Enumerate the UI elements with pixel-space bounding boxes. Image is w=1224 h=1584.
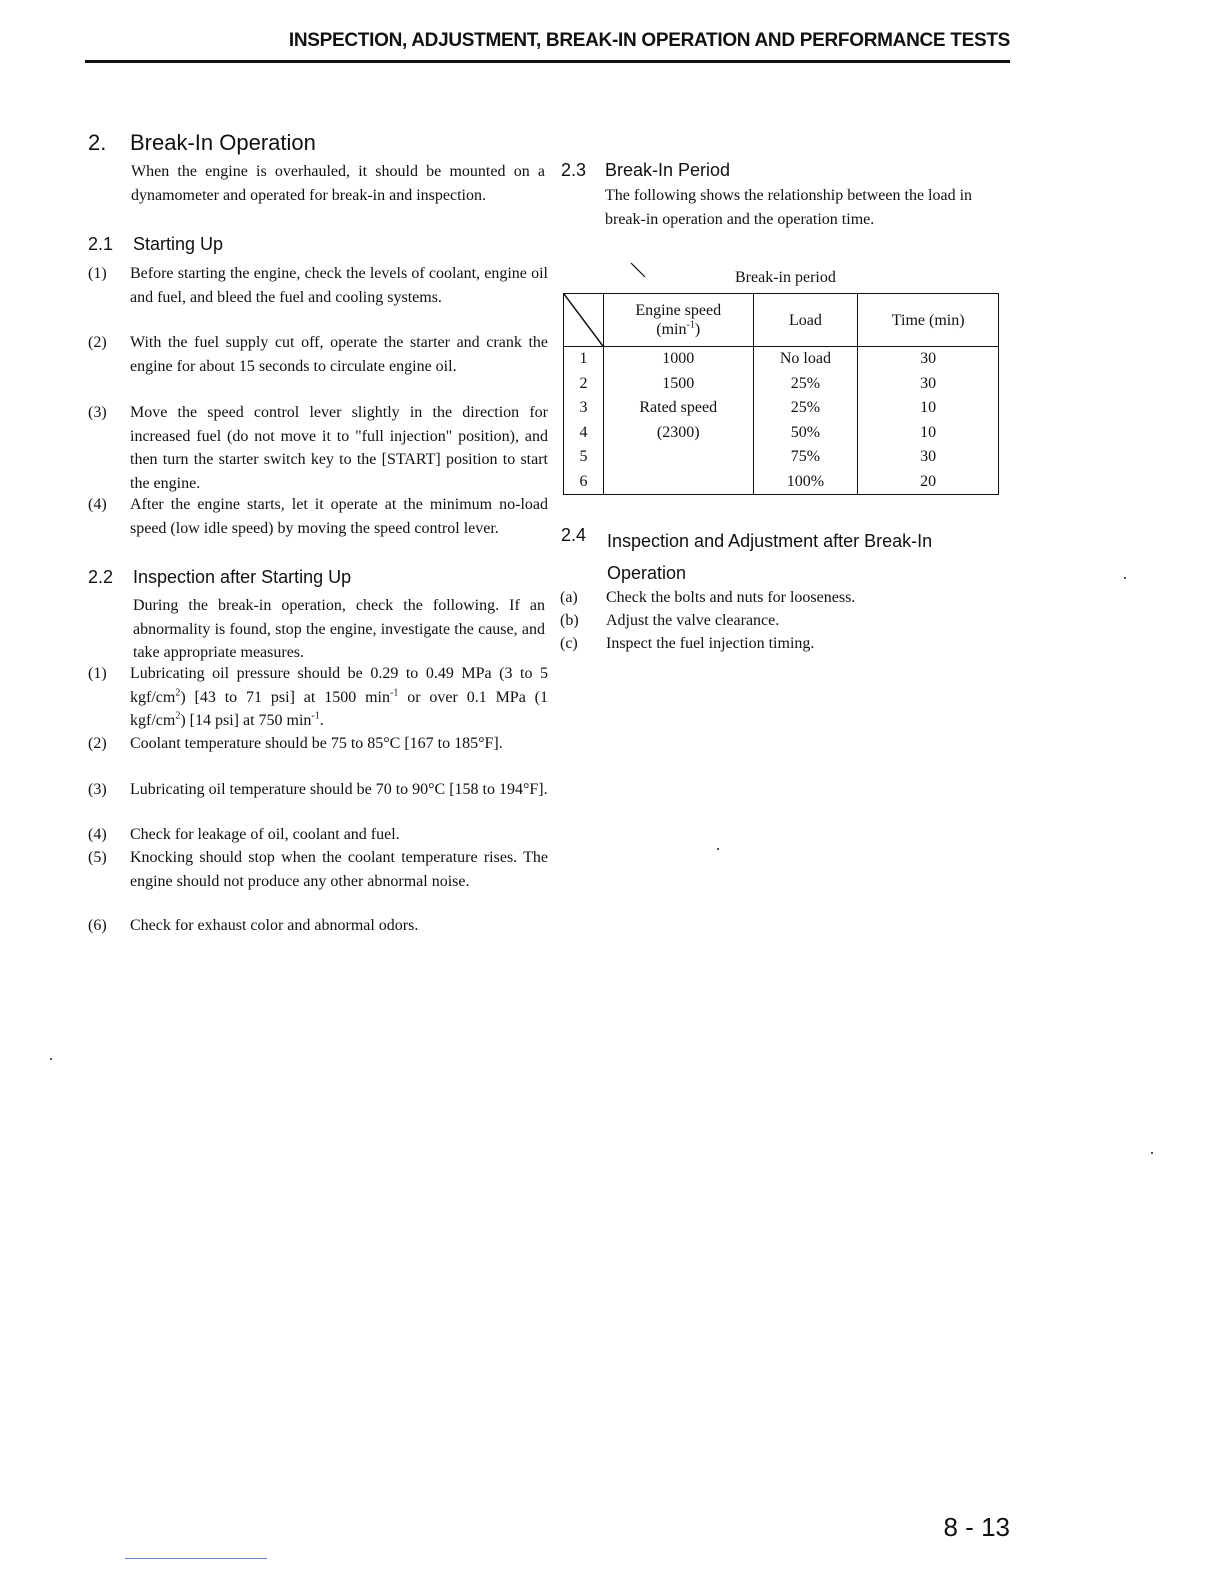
item-text: Before starting the engine, check the levels of coolant, engine oil and fuel, and bleed the fuel and cooling systems. xyxy=(130,265,548,306)
item-number: (3) xyxy=(88,404,107,421)
section-2-2-title: Inspection after Starting Up xyxy=(133,567,352,587)
section-2-title: Break-In Operation xyxy=(130,130,316,155)
corner-diagonal-line xyxy=(564,294,603,346)
engine-speed-cell: Rated speed xyxy=(603,396,753,421)
load-cell: 25% xyxy=(753,396,858,421)
break-in-period-table xyxy=(563,293,999,495)
engine-speed-cell xyxy=(603,470,753,495)
inspection-item-6 xyxy=(88,914,548,938)
after-break-in-item-c xyxy=(560,632,1010,656)
footer-blue-line xyxy=(125,1558,267,1559)
item-text: Adjust the valve clearance. xyxy=(606,612,780,629)
table-row xyxy=(564,396,999,421)
section-2-2-intro: During the break-in operation, check the following. If an abnormality is found, stop the engine, investigate the cause, and take appropriate measures. xyxy=(133,597,545,661)
time-cell: 10 xyxy=(858,396,999,421)
header-time: Time (min) xyxy=(858,294,999,347)
item-text: Coolant temperature should be 75 to 85°C [167 to 185°F]. xyxy=(130,735,503,752)
row-number: 6 xyxy=(564,470,604,495)
scan-speck xyxy=(50,1058,52,1060)
header-load: Load xyxy=(753,294,858,347)
item-text: Knocking should stop when the coolant temperature rises. The engine should not produce any other abnormal noise. xyxy=(130,849,548,890)
row-number: 5 xyxy=(564,445,604,470)
inspection-item-1 xyxy=(88,662,548,733)
after-break-in-item-b xyxy=(560,609,1010,633)
scan-speck xyxy=(1124,577,1126,579)
section-2-4-title: Inspection and Adjustment after Break-In Operation xyxy=(607,531,933,583)
table-caption: Break-in period xyxy=(735,269,836,286)
inspection-item-3 xyxy=(88,778,548,802)
item-text: Inspect the fuel injection timing. xyxy=(606,635,815,652)
section-2-1-number: 2.1 xyxy=(88,234,114,254)
section-2-3-title: Break-In Period xyxy=(605,160,731,180)
table-row xyxy=(564,372,999,397)
item-number: (1) xyxy=(88,265,107,282)
table-header-row xyxy=(564,294,999,347)
section-2-2-number: 2.2 xyxy=(88,567,114,587)
section-2-4-number: 2.4 xyxy=(561,525,587,545)
time-cell: 10 xyxy=(858,421,999,446)
item-text: Lubricating oil temperature should be 70 to 90°C [158 to 194°F]. xyxy=(130,781,548,798)
engine-speed-cell: 1500 xyxy=(603,372,753,397)
row-number: 1 xyxy=(564,347,604,372)
caption-diagonal-mark xyxy=(630,262,646,278)
item-number: (2) xyxy=(88,334,107,351)
load-cell: 100% xyxy=(753,470,858,495)
engine-speed-cell: (2300) xyxy=(603,421,753,446)
scan-speck xyxy=(1151,1152,1153,1154)
section-2-3-intro: The following shows the relationship between the load in break-in operation and the operation time. xyxy=(605,187,973,228)
section-2-number: 2. xyxy=(88,130,107,155)
item-text: Check for exhaust color and abnormal odors. xyxy=(130,917,419,934)
load-cell: 25% xyxy=(753,372,858,397)
item-letter: (a) xyxy=(560,589,578,606)
item-letter: (c) xyxy=(560,635,578,652)
table-row xyxy=(564,470,999,495)
time-cell: 30 xyxy=(858,347,999,372)
inspection-item-5 xyxy=(88,846,548,893)
time-cell: 20 xyxy=(858,470,999,495)
page-header-title: INSPECTION, ADJUSTMENT, BREAK-IN OPERATION AND PERFORMANCE TESTS xyxy=(288,30,1010,51)
inspection-item-4 xyxy=(88,823,548,847)
item-number: (3) xyxy=(88,781,107,798)
starting-up-item-3 xyxy=(88,401,548,495)
header-rule xyxy=(85,60,1010,63)
engine-speed-cell xyxy=(603,445,753,470)
item-text: Check the bolts and nuts for looseness. xyxy=(606,589,856,606)
time-cell: 30 xyxy=(858,445,999,470)
table-row xyxy=(564,421,999,446)
load-cell: 50% xyxy=(753,421,858,446)
table-row xyxy=(564,445,999,470)
item-number: (2) xyxy=(88,735,107,752)
load-cell: No load xyxy=(753,347,858,372)
item-letter: (b) xyxy=(560,612,579,629)
item-text: Move the speed control lever slightly in the direction for increased fuel (do not move it to "full injection" position), and then turn the starter switch key to the [START] position to start the engine. xyxy=(130,404,548,492)
item-text: After the engine starts, let it operate at the minimum no-load speed (low idle speed) by moving the speed control lever. xyxy=(130,496,548,537)
starting-up-item-4 xyxy=(88,493,548,540)
table-row xyxy=(564,347,999,372)
item-number: (5) xyxy=(88,849,107,866)
item-number: (4) xyxy=(88,826,107,843)
page-number: 8 - 13 xyxy=(943,1512,1010,1542)
load-cell: 75% xyxy=(753,445,858,470)
starting-up-item-2 xyxy=(88,331,548,378)
after-break-in-item-a xyxy=(560,586,1010,610)
item-text: With the fuel supply cut off, operate the starter and crank the engine for about 15 seconds to circulate engine oil. xyxy=(130,334,548,375)
row-number: 4 xyxy=(564,421,604,446)
item-number: (1) xyxy=(88,665,107,682)
engine-speed-cell: 1000 xyxy=(603,347,753,372)
starting-up-item-1 xyxy=(88,262,548,309)
time-cell: 30 xyxy=(858,372,999,397)
section-2-1-title: Starting Up xyxy=(133,234,224,254)
section-2-intro: When the engine is overhauled, it should be mounted on a dynamometer and operated for break-in and inspection. xyxy=(131,163,545,204)
item-number: (4) xyxy=(88,496,107,513)
item-text: Check for leakage of oil, coolant and fuel. xyxy=(130,826,400,843)
scan-speck xyxy=(717,848,719,850)
row-number: 3 xyxy=(564,396,604,421)
section-2-3-number: 2.3 xyxy=(561,160,587,180)
header-corner-cell xyxy=(564,294,604,347)
header-engine-speed: Engine speed $(\min^{-1})$ xyxy=(603,294,753,347)
item-number: (6) xyxy=(88,917,107,934)
item-text: Lubricating oil pressure should be 0.29 to 0.49 MPa (3 to 5 kgf/$cm^2$) [43 to 71 psi] at 1500 $\min^{-1}$ or over 0.1 MPa (1 kgf/$cm^2$) [14 psi] at 750 $\min^{-1}$. xyxy=(130,665,549,729)
inspection-item-2 xyxy=(88,732,548,756)
row-number: 2 xyxy=(564,372,604,397)
